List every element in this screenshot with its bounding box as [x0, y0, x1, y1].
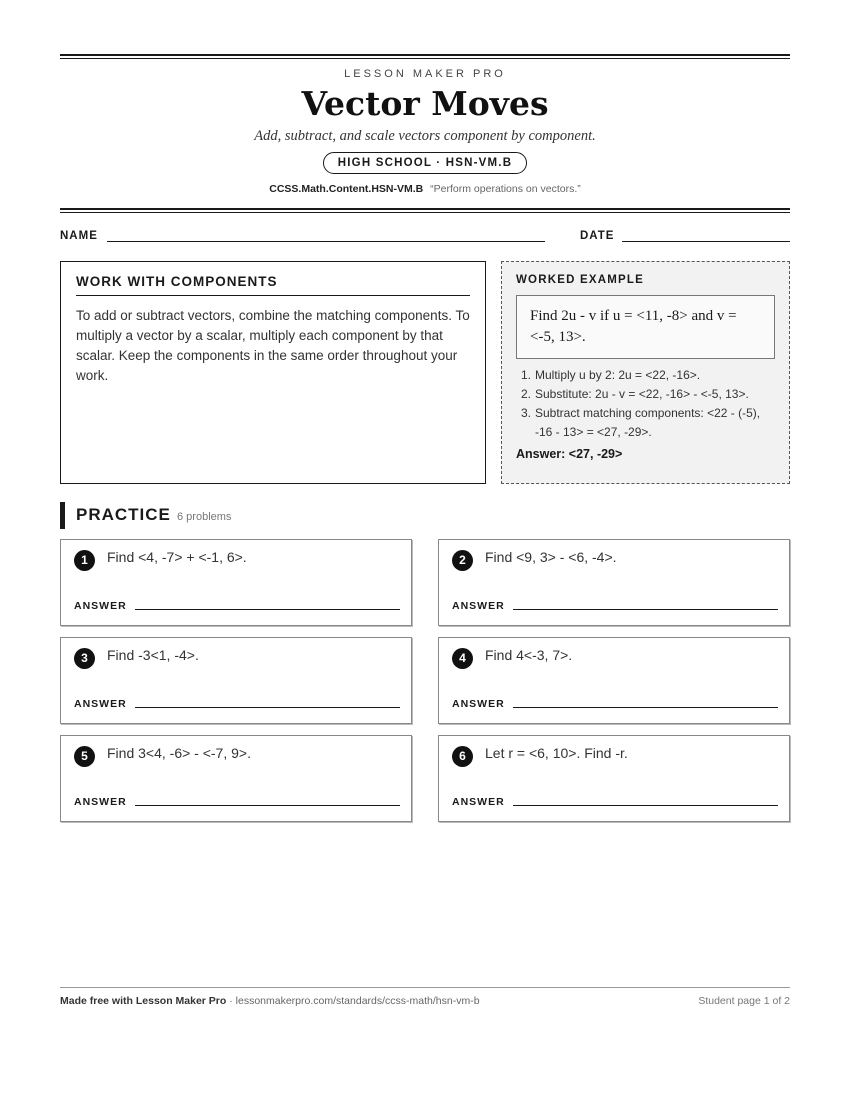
- work-box-body: To add or subtract vectors, combine the matching components. To multiply a vector by a scalar, multiply each component by that scalar. Keep the components in the same order throughout your work.: [76, 308, 470, 383]
- answer-label: ANSWER: [452, 600, 505, 612]
- problem-text: Find -3<1, -4>.: [107, 647, 199, 663]
- problem-text: Let r = <6, 10>. Find -r.: [485, 745, 628, 761]
- answer-label: ANSWER: [74, 698, 127, 710]
- name-field[interactable]: [107, 241, 545, 242]
- step-number: 1.: [521, 368, 532, 382]
- worksheet-subtitle: Add, subtract, and scale vectors component by component.: [254, 128, 596, 144]
- practice-accent-bar: [60, 502, 65, 529]
- standard-quote: “Perform operations on vectors.”: [430, 183, 581, 195]
- grade-standard-badge: HIGH SCHOOL · HSN-VM.B: [323, 152, 527, 174]
- date-label: DATE: [580, 230, 615, 242]
- worked-example-prompt: Find 2u - v if u = <11, -8> and v = <-5, 13>.: [516, 295, 775, 359]
- badge-wrapper: [60, 152, 790, 174]
- answer-field[interactable]: [513, 707, 778, 708]
- problem-number-badge: 4: [452, 648, 473, 669]
- footer-page-number: Student page 1 of 2: [698, 995, 790, 1007]
- step-number: 3.: [521, 406, 532, 420]
- standard-line: [60, 183, 790, 195]
- student-fields: [60, 230, 790, 244]
- step-number: 2.: [521, 387, 532, 401]
- answer-field[interactable]: [513, 805, 778, 806]
- name-label: NAME: [60, 230, 98, 242]
- problem-text: Find <4, -7> + <-1, 6>.: [107, 549, 247, 565]
- problem-card: [438, 637, 790, 724]
- problem-text: Find 3<4, -6> - <-7, 9>.: [107, 745, 251, 761]
- footer-credit: [60, 995, 480, 1007]
- problem-text: Find 4<-3, 7>.: [485, 647, 573, 663]
- problem-number-badge: 6: [452, 746, 473, 767]
- worked-example-step: [521, 366, 775, 385]
- problem-number-badge: 2: [452, 550, 473, 571]
- standard-code: CCSS.Math.Content.HSN-VM.B: [269, 183, 424, 195]
- problem-number-badge: 5: [74, 746, 95, 767]
- practice-title: PRACTICE: [76, 505, 171, 524]
- step-text: Substitute: 2u - v = <22, -16> - <-5, 13>.: [535, 387, 749, 401]
- worked-example-step: [521, 404, 775, 442]
- answer-field[interactable]: [135, 805, 400, 806]
- top-divider: [60, 54, 790, 59]
- problem-number-badge: 1: [74, 550, 95, 571]
- step-text: Subtract matching components: <22 - (-5), -16 - 13> = <27, -29>.: [535, 406, 761, 439]
- footer-made-with: Made free with Lesson Maker Pro: [60, 995, 227, 1007]
- answer-label: ANSWER: [74, 796, 127, 808]
- worked-example-box: [501, 261, 790, 484]
- answer-field[interactable]: [135, 707, 400, 708]
- date-field[interactable]: [622, 241, 790, 242]
- footer-url[interactable]: · lessonmakerpro.com/standards/ccss-math/hsn-vm-b: [229, 995, 480, 1007]
- worked-example-step: [521, 385, 775, 404]
- answer-label: ANSWER: [452, 796, 505, 808]
- worked-example-heading: WORKED EXAMPLE: [516, 274, 644, 286]
- problem-card: [438, 735, 790, 822]
- practice-count: 6 problems: [177, 511, 232, 523]
- answer-label: ANSWER: [74, 600, 127, 612]
- footer-divider: [60, 987, 790, 988]
- problem-card: [60, 735, 412, 822]
- worksheet-title: Vector Moves: [301, 84, 549, 123]
- answer-field[interactable]: [513, 609, 778, 610]
- answer-label: ANSWER: [452, 698, 505, 710]
- worked-example-answer: Answer: <27, -29>: [516, 447, 623, 461]
- problem-number-badge: 3: [74, 648, 95, 669]
- problem-card: [60, 637, 412, 724]
- answer-field[interactable]: [135, 609, 400, 610]
- step-text: Multiply u by 2: 2u = <22, -16>.: [535, 368, 701, 382]
- worked-example-steps: [516, 366, 775, 442]
- work-box-heading: WORK WITH COMPONENTS: [76, 274, 470, 296]
- work-with-components-box: [60, 261, 486, 484]
- brand-name: LESSON MAKER PRO: [344, 68, 506, 80]
- problem-text: Find <9, 3> - <6, -4>.: [485, 549, 617, 565]
- header-divider: [60, 208, 790, 213]
- problem-card: [60, 539, 412, 626]
- worksheet-page: [60, 0, 790, 1100]
- problem-card: [438, 539, 790, 626]
